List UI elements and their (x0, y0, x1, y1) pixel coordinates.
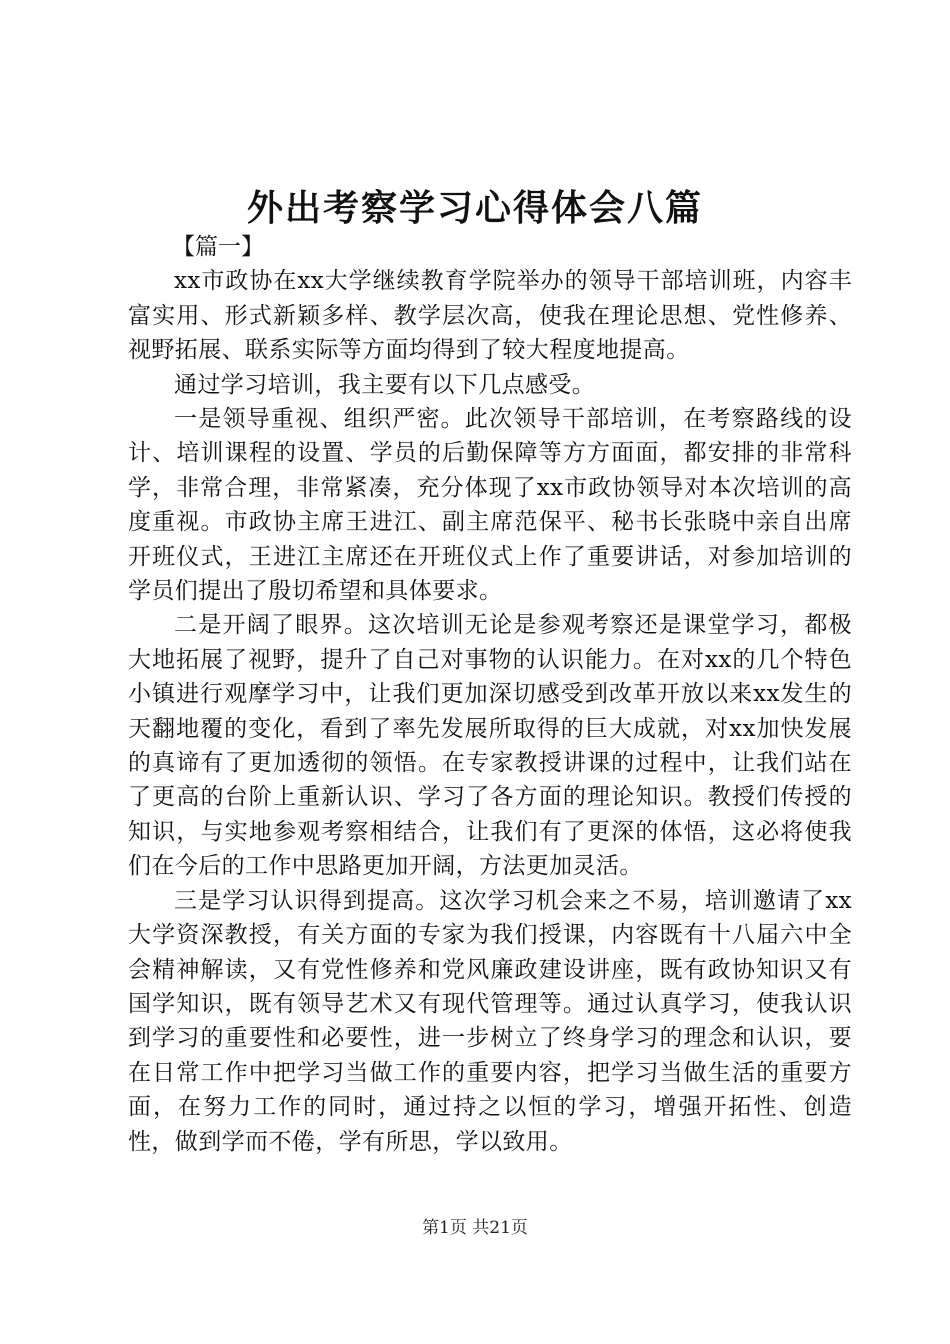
section-heading: 【篇一】 (172, 234, 264, 260)
paragraph-point-three: 三是学习认识得到提高。这次学习机会来之不易，培训邀请了xx大学资深教授，有关方面的专家为我们授课，内容既有十八届六中全会精神解读，又有党性修养和党风廉政建设讲座，既有政协知识又有国学知识，既有领导艺术又有现代管理等。通过认真学习，使我认识到学习的重要性和必要性，进一步树立了终身学习的理念和认识，要在日常工作中把学习当做工作的重要内容，把学习当做生活的重要方面，在努力工作的同时，通过持之以恒的学习，增强开拓性、创造性，做到学而不倦，学有所思，学以致用。 (128, 887, 852, 1155)
paragraph-point-two: 二是开阔了眼界。这次培训无论是参观考察还是课堂学习，都极大地拓展了视野，提升了自己对事物的认识能力。在对xx的几个特色小镇进行观摩学习中，让我们更加深切感受到改革开放以来xx发生的天翻地覆的变化，看到了率先发展所取得的巨大成就，对xx加快发展的真谛有了更加透彻的领悟。在专家教授讲课的过程中，让我们站在了更高的台阶上重新认识、学习了各方面的理论知识。教授们传授的知识，与实地参观考察相结合，让我们有了更深的体悟，这必将使我们在今后的工作中思路更加开阔，方法更加灵活。 (128, 612, 852, 880)
document-title: 外出考察学习心得体会八篇 (246, 187, 703, 229)
paragraph-point-one: 一是领导重视、组织严密。此次领导干部培训，在考察路线的设计、培训课程的设置、学员的后勤保障等方方面面，都安排的非常科学，非常合理，非常紧凑，充分体现了xx市政协领导对本次培训的高度重视。市政协主席王进江、副主席范保平、秘书长张晓中亲自出席开班仪式，王进江主席还在开班仪式上作了重要讲话，对参加培训的学员们提出了殷切希望和具体要求。 (128, 406, 852, 605)
document-body (128, 230, 852, 1159)
page-number-footer: 第1页 共21页 (422, 1218, 528, 1238)
paragraph-intro: xx市政协在xx大学继续教育学院举办的领导干部培训班，内容丰富实用、形式新颖多样、教学层次高，使我在理论思想、党性修养、视野拓展、联系实际等方面均得到了较大程度地提高。 (128, 268, 852, 364)
paragraph-summary: 通过学习培训，我主要有以下几点感受。 (174, 371, 596, 398)
